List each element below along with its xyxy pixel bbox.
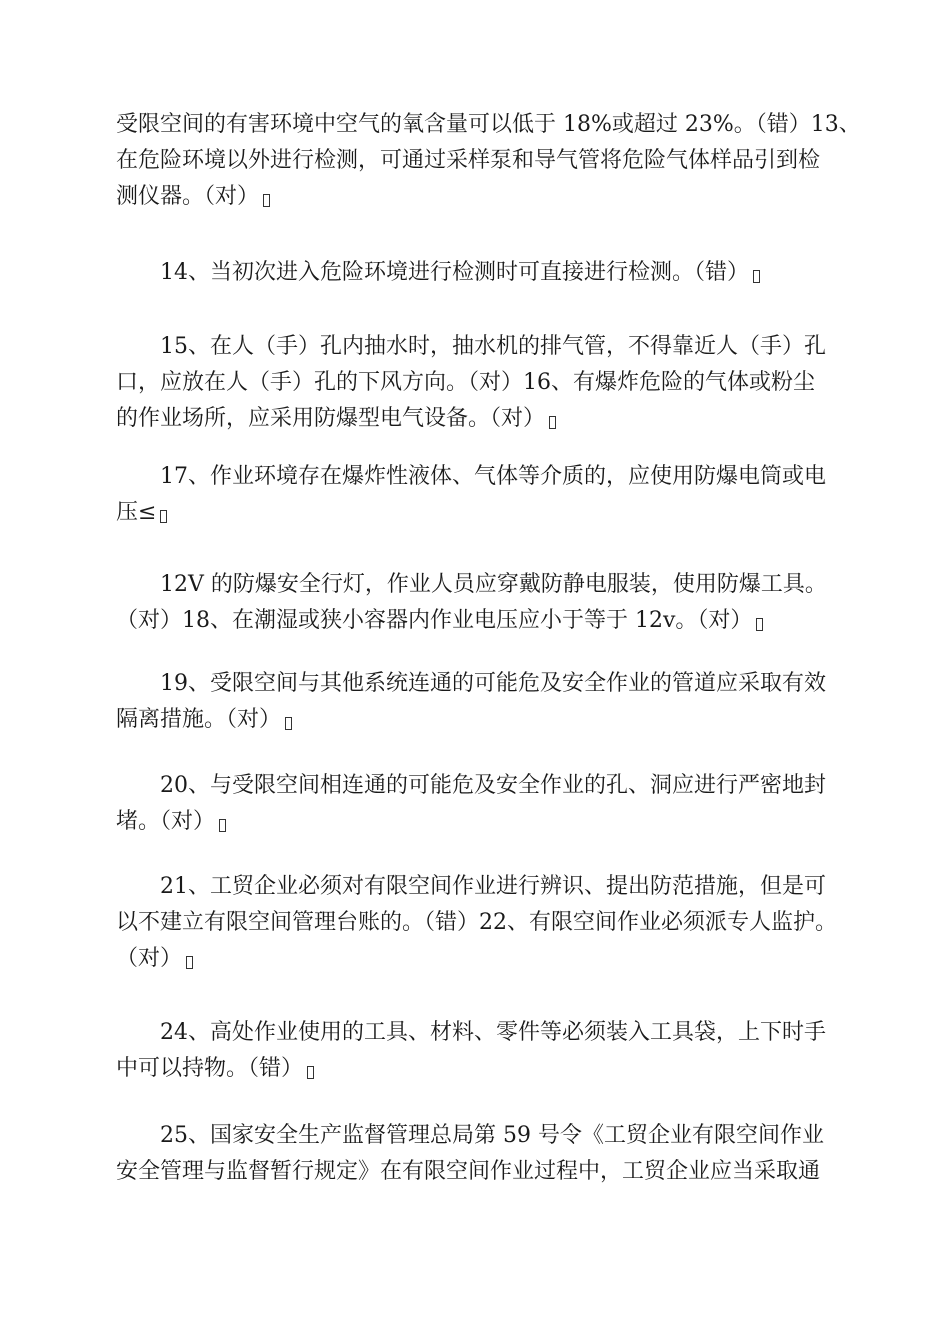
paragraph-end-mark [219,819,226,832]
paragraph-24 [116,1015,846,1087]
paragraph-end-mark [263,194,270,207]
text-line: 中可以持物。（错） [116,1051,846,1087]
paragraph-17 [116,459,846,531]
text-line: 压≤ [116,495,846,531]
text-line: 19、受限空间与其他系统连通的可能危及安全作业的管道应采取有效 [116,671,826,696]
paragraph-end-mark [285,717,292,730]
paragraph-21-22 [116,869,846,977]
paragraph-end-mark [307,1066,314,1079]
paragraph-19 [116,666,846,738]
paragraph-15-16 [116,329,846,437]
text-line: 测仪器。（对） [116,179,846,215]
paragraph-20 [116,768,846,840]
text-line: 25、国家安全生产监督管理总局第 59 号令《工贸企业有限空间作业 [116,1123,824,1148]
paragraph-end-mark [549,416,556,429]
text-line: （对） [116,941,846,977]
paragraph-end-mark [186,956,193,969]
text-line: 24、高处作业使用的工具、材料、零件等必须装入工具袋，上下时手 [116,1020,826,1045]
paragraph-25 [116,1118,846,1190]
text-line: 12V 的防爆安全行灯，作业人员应穿戴防静电服装，使用防爆工具。 [116,572,827,597]
text-line: 的作业场所，应采用防爆型电气设备。（对） [116,401,846,437]
text-line: 隔离措施。（对） [116,702,846,738]
paragraph-12-13 [116,107,861,215]
paragraph-17-18 [116,567,846,639]
text-line: 堵。（对） [116,804,846,840]
text-line: 15、在人（手）孔内抽水时，抽水机的排气管，不得靠近人（手）孔 [116,334,826,359]
text-line: 14、当初次进入危险环境进行检测时可直接进行检测。（错） [116,255,846,291]
paragraph-14 [116,255,846,291]
text-line: 受限空间的有害环境中空气的氧含量可以低于 18%或超过 23%。（错）13、 [116,112,861,137]
text-line: 以不建立有限空间管理台账的。（错）22、有限空间作业必须派专人监护。 [116,910,837,935]
paragraph-end-mark [753,270,760,283]
text-line: 口，应放在人（手）孔的下风方向。（对）16、有爆炸危险的气体或粉尘 [116,370,815,395]
text-line: 安全管理与监督暂行规定》在有限空间作业过程中，工贸企业应当采取通 [116,1159,821,1184]
text-line: 21、工贸企业必须对有限空间作业进行辨识、提出防范措施，但是可 [116,874,826,899]
text-line: 20、与受限空间相连通的可能危及安全作业的孔、洞应进行严密地封 [116,773,826,798]
paragraph-end-mark [160,510,167,523]
text-line: （对）18、在潮湿或狭小容器内作业电压应小于等于 12v。（对） [116,603,846,639]
text-line: 在危险环境以外进行检测，可通过采样泵和导气管将危险气体样品引到检 [116,148,821,173]
text-line: 17、作业环境存在爆炸性液体、气体等介质的，应使用防爆电筒或电 [116,464,826,489]
paragraph-end-mark [756,618,763,631]
